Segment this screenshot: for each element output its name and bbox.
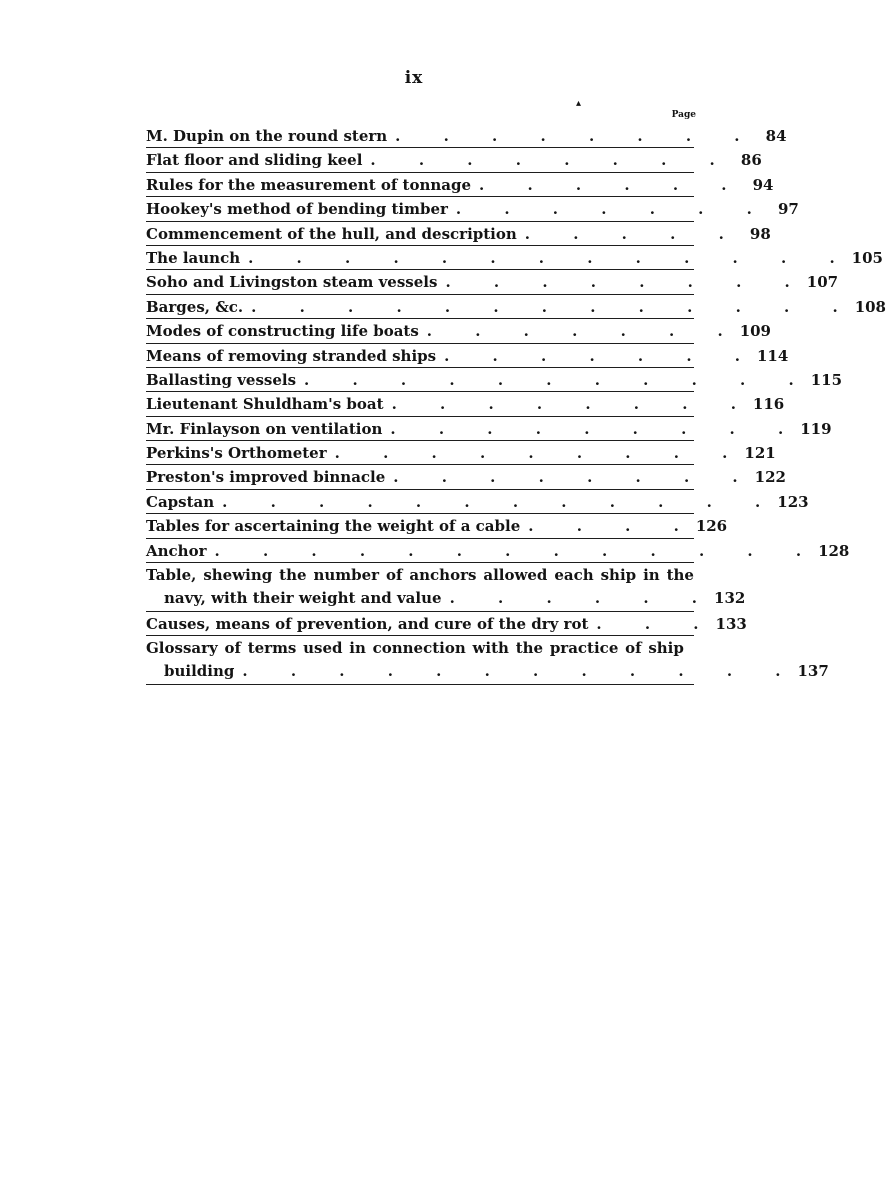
entry-page: 115: [810, 370, 843, 389]
table-of-contents: [146, 124, 886, 685]
entry-page: 114: [757, 346, 789, 365]
entry-page: 133: [715, 615, 747, 634]
entry-word: the: [279, 566, 307, 585]
entry-word: the: [515, 639, 544, 658]
entry-title: Commencement of the hull, and description: [146, 224, 517, 243]
stray-mark: ▴: [576, 98, 582, 109]
entry-word: the: [666, 566, 694, 585]
entry-page: 137: [797, 662, 829, 681]
entry-title: Lieutenant Shuldham's boat: [146, 395, 384, 414]
entry-page: 94: [752, 175, 774, 194]
entry-page: 116: [752, 395, 785, 414]
toc-entry: [146, 612, 747, 636]
entry-page: 107: [806, 273, 839, 292]
dot-leader: . . . . . . . . . . . . .: [248, 248, 854, 267]
entry-word: anchors: [409, 566, 477, 585]
toc-entry: [146, 319, 771, 343]
entry-title: Hookey's method of bending timber: [146, 200, 448, 219]
entry-word: connection: [372, 639, 466, 658]
toc-entry: [146, 417, 832, 441]
toc-entry: [146, 392, 785, 416]
toc-entry: [146, 197, 799, 221]
entry-title: M. Dupin on the round stern: [146, 127, 388, 145]
dot-leader: . . . . . . . .: [445, 273, 809, 292]
entry-title: Modes of constructing life boats: [146, 322, 419, 341]
entry-page: 84: [765, 127, 787, 145]
entry-title: The launch: [146, 248, 241, 267]
entry-word: ship: [648, 639, 684, 658]
toc-entry: [146, 441, 776, 465]
entry-page: 119: [800, 419, 832, 438]
entry-word: practice: [549, 639, 619, 658]
dot-leader: . . . . . . . . . . . .: [222, 492, 780, 511]
entry-title: Capstan: [146, 492, 215, 511]
entry-word: of: [224, 639, 241, 658]
entry-title: Barges, &c.: [146, 297, 244, 316]
entry-page: 126: [695, 517, 728, 536]
entry-word: in: [643, 566, 660, 585]
entry-title: Preston's improved binnacle: [146, 468, 386, 487]
toc-entry: [146, 490, 809, 514]
page-column-label: Page: [671, 110, 696, 120]
toc-entry: [146, 295, 886, 319]
entry-title: Anchor: [146, 541, 207, 560]
dot-leader: . . . . . . . . . . . . .: [214, 541, 821, 560]
toc-entry: [146, 148, 762, 172]
entry-title: Ballasting vessels: [146, 370, 297, 389]
entry-page: 122: [754, 468, 786, 487]
entry-page: 108: [854, 297, 886, 316]
entry-page: 109: [739, 322, 771, 341]
toc-entry-multiline: [146, 636, 829, 685]
dot-leader: . . . . .: [524, 224, 743, 243]
dot-leader: . . . . . . .: [444, 346, 759, 365]
toc-entry: [146, 368, 843, 392]
entry-word: Glossary: [146, 639, 218, 658]
entry-title: Rules for the measurement of tonnage: [146, 175, 472, 194]
dot-leader: . . . . . . . . . . .: [304, 370, 813, 389]
dot-leader: . . . . . . . . . . . . .: [251, 297, 857, 316]
dot-leader: . . . . . .: [449, 589, 717, 608]
toc-entry: [146, 246, 883, 270]
entry-second-line: [146, 589, 746, 608]
toc-entry: [146, 222, 771, 246]
dot-leader: . . . .: [528, 517, 698, 536]
entry-first-line: [146, 566, 694, 584]
entry-title: Means of removing stranded ships: [146, 346, 437, 365]
entry-word: Table,: [146, 566, 197, 585]
entry-page: 121: [744, 444, 776, 463]
entry-page: 86: [740, 151, 762, 170]
dot-leader: . . . . . . . .: [391, 395, 755, 414]
entry-word: in: [349, 639, 366, 658]
entry-title: Flat floor and sliding keel: [146, 151, 363, 170]
dot-leader: . . . . . . . .: [395, 127, 759, 145]
entry-page: 128: [818, 541, 850, 560]
entry-title: building: [164, 662, 235, 681]
entry-title: navy, with their weight and value: [164, 589, 442, 608]
dot-leader: . . . . . . . .: [393, 468, 757, 487]
toc-entry: [146, 124, 787, 148]
toc-entry: [146, 514, 728, 538]
entry-page: 97: [777, 200, 799, 219]
dot-leader: . . .: [596, 615, 718, 634]
entry-word: used: [303, 639, 343, 658]
dot-leader: . . . . . . . .: [370, 151, 734, 170]
entry-word: ship: [600, 566, 637, 585]
entry-word: of: [625, 639, 642, 658]
entry-page: 105: [851, 248, 883, 267]
entry-title: Causes, means of prevention, and cure of the dry rot: [146, 615, 589, 634]
entry-page: 132: [714, 589, 746, 608]
toc-entry: [146, 173, 774, 197]
toc-entry: [146, 465, 786, 489]
entry-word: terms: [247, 639, 297, 658]
dot-leader: . . . . . .: [479, 175, 746, 194]
entry-word: allowed: [483, 566, 548, 585]
dot-leader: . . . . . . . . . . . .: [242, 662, 800, 681]
page-number: ix: [404, 68, 424, 88]
dot-leader: . . . . . . . . .: [390, 419, 803, 438]
entry-title: Soho and Livingston steam vessels: [146, 273, 438, 292]
entry-word: shewing: [203, 566, 273, 585]
entry-title: Perkins's Orthometer: [146, 444, 327, 463]
dot-leader: . . . . . . .: [426, 322, 742, 341]
entry-title: Tables for ascertaining the weight of a cable: [146, 517, 521, 536]
toc-entry: [146, 270, 839, 294]
entry-page: 123: [777, 492, 809, 511]
entry-word: each: [554, 566, 594, 585]
entry-word: of: [386, 566, 403, 585]
toc-entry-multiline: [146, 563, 746, 612]
entry-page: 98: [749, 224, 771, 243]
entry-second-line: [146, 662, 829, 681]
entry-word: number: [313, 566, 380, 585]
dot-leader: . . . . . . .: [455, 200, 771, 219]
entry-word: with: [472, 639, 509, 658]
toc-entry: [146, 344, 789, 368]
entry-first-line: [146, 639, 684, 657]
toc-entry: [146, 539, 850, 563]
entry-title: Mr. Finlayson on ventilation: [146, 419, 383, 438]
dot-leader: . . . . . . . . .: [334, 444, 747, 463]
